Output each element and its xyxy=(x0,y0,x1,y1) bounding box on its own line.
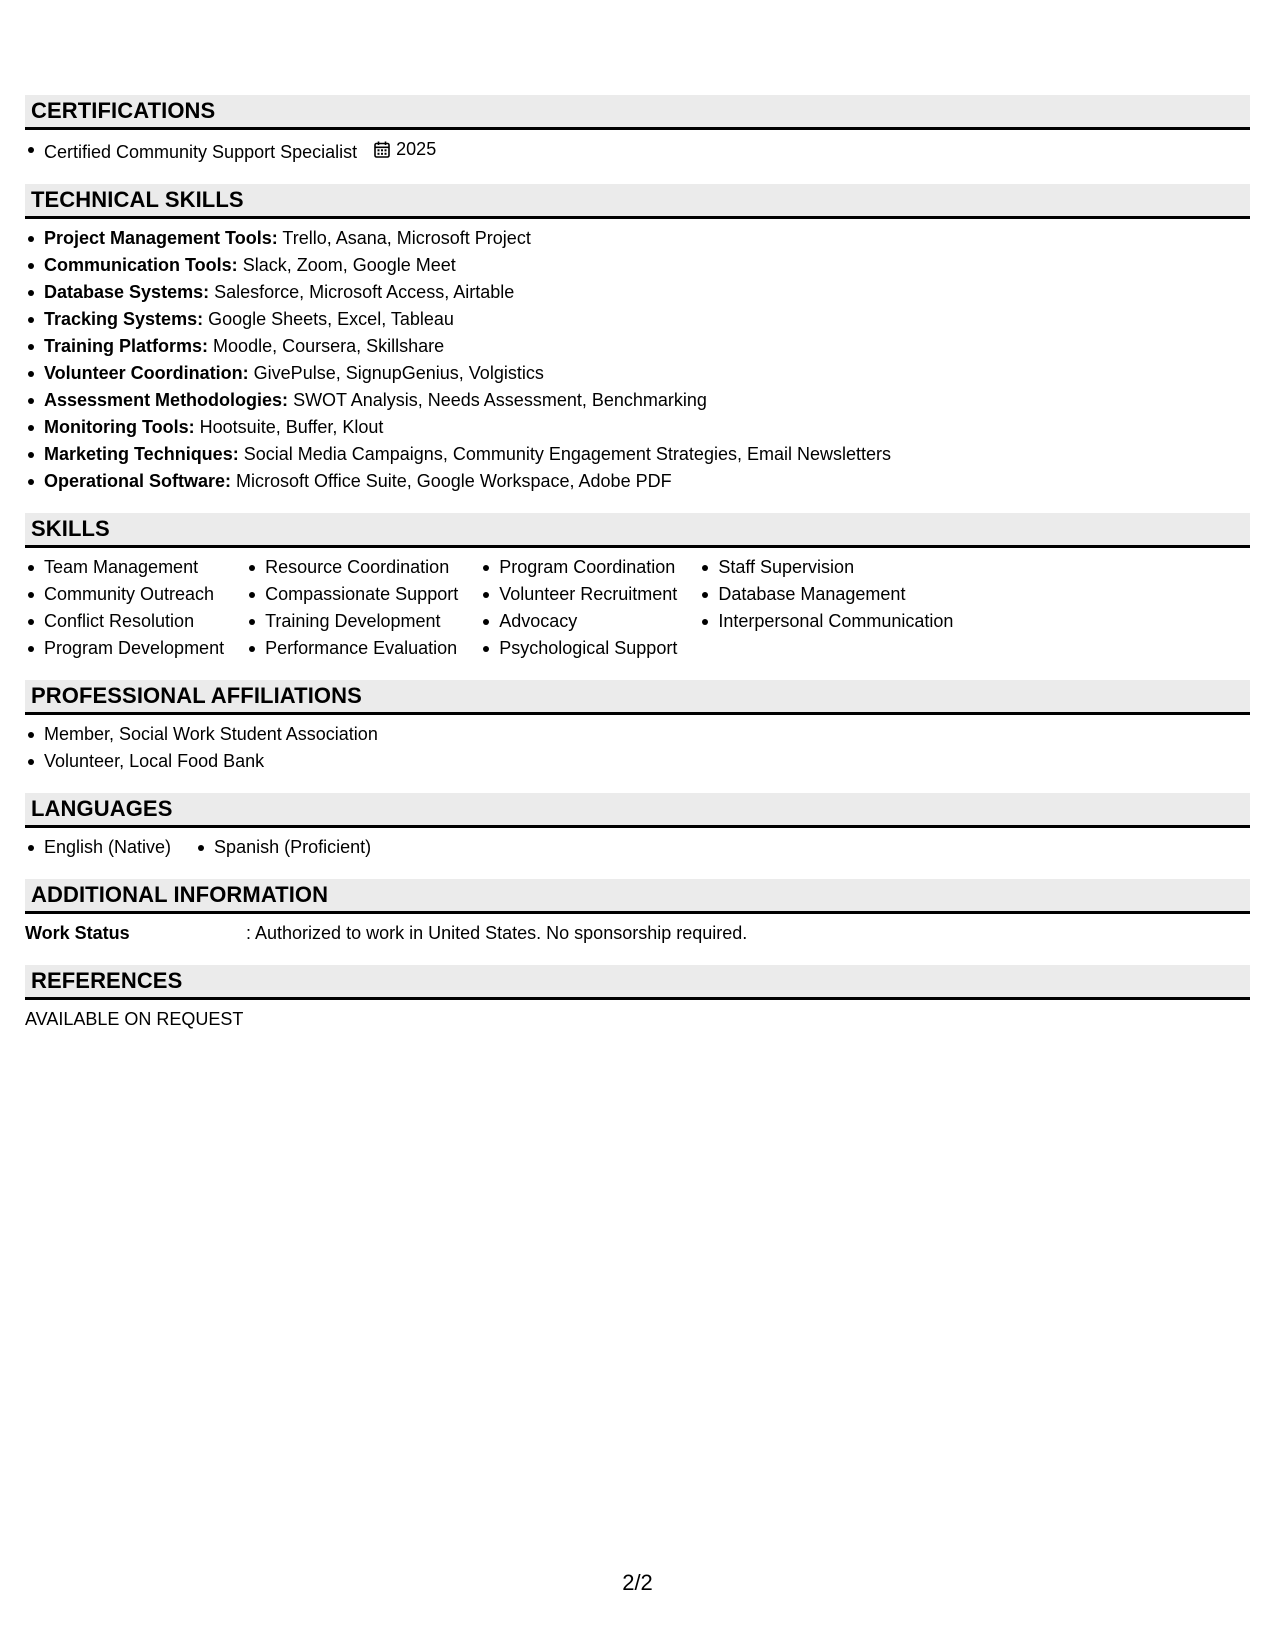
technical-skills-section xyxy=(25,184,1250,495)
technical-skill-item xyxy=(25,387,1250,414)
skill-item: Program Development xyxy=(25,635,224,662)
skill-tools: Salesforce, Microsoft Access, Airtable xyxy=(214,282,515,302)
skill-item: Program Coordination xyxy=(480,554,677,581)
skill-category: Monitoring Tools: xyxy=(44,417,195,437)
skill-item: Conflict Resolution xyxy=(25,608,224,635)
skill-category: Project Management Tools: xyxy=(44,228,278,248)
technical-skill-item xyxy=(25,306,1250,333)
skills-column xyxy=(246,554,458,662)
resume-page xyxy=(25,95,1250,1051)
technical-skill-item xyxy=(25,414,1250,441)
skill-tools: Moodle, Coursera, Skillshare xyxy=(213,336,445,356)
skill-category: Training Platforms: xyxy=(44,336,209,356)
skill-category: Communication Tools: xyxy=(44,255,238,275)
skill-category: Operational Software: xyxy=(44,471,232,491)
languages-section xyxy=(25,793,1250,861)
section-header xyxy=(25,513,1250,548)
affiliation-item: Member, Social Work Student Association xyxy=(25,721,1250,748)
skills-column xyxy=(25,554,224,662)
section-header xyxy=(25,184,1250,219)
technical-skill-item xyxy=(25,360,1250,387)
certification-date xyxy=(374,136,436,163)
section-title: PROFESSIONAL AFFILIATIONS xyxy=(31,683,362,708)
skills-column xyxy=(480,554,677,662)
skill-tools: Social Media Campaigns, Community Engagement Strategies, Email Newsletters xyxy=(243,444,891,464)
page-number: 2/2 xyxy=(622,1570,653,1595)
skill-category: Volunteer Coordination: xyxy=(44,363,249,383)
skill-tools: GivePulse, SignupGenius, Volgistics xyxy=(253,363,544,383)
languages-list xyxy=(25,834,1250,861)
section-header xyxy=(25,793,1250,828)
skill-item: Training Development xyxy=(246,608,458,635)
section-title: SKILLS xyxy=(31,516,110,541)
skill-item: Psychological Support xyxy=(480,635,677,662)
skill-tools: Slack, Zoom, Google Meet xyxy=(242,255,456,275)
certifications-section xyxy=(25,95,1250,166)
skill-item: Performance Evaluation xyxy=(246,635,458,662)
skill-item: Staff Supervision xyxy=(699,554,953,581)
skill-tools: Google Sheets, Excel, Tableau xyxy=(208,309,454,329)
skill-item: Compassionate Support xyxy=(246,581,458,608)
additional-info-section xyxy=(25,879,1250,947)
certifications-list xyxy=(25,136,1250,166)
references-section xyxy=(25,965,1250,1033)
skills-section xyxy=(25,513,1250,662)
section-title: TECHNICAL SKILLS xyxy=(31,187,244,212)
section-header xyxy=(25,965,1250,1000)
skill-tools: Hootsuite, Buffer, Klout xyxy=(199,417,384,437)
skill-item: Community Outreach xyxy=(25,581,224,608)
technical-skills-list xyxy=(25,225,1250,495)
certification-name: Certified Community Support Specialist xyxy=(44,142,358,162)
skills-grid xyxy=(25,554,1250,662)
skill-tools: SWOT Analysis, Needs Assessment, Benchmarking xyxy=(293,390,707,410)
skill-category: Tracking Systems: xyxy=(44,309,204,329)
skills-column xyxy=(699,554,953,662)
skill-item: Database Management xyxy=(699,581,953,608)
technical-skill-item xyxy=(25,441,1250,468)
section-title: ADDITIONAL INFORMATION xyxy=(31,882,329,907)
certification-year: 2025 xyxy=(396,139,437,159)
technical-skill-item xyxy=(25,252,1250,279)
affiliations-section xyxy=(25,680,1250,775)
technical-skill-item xyxy=(25,468,1250,495)
work-status-row xyxy=(25,920,1250,947)
technical-skill-item xyxy=(25,225,1250,252)
skill-item: Advocacy xyxy=(480,608,677,635)
language-item: Spanish (Proficient) xyxy=(195,834,371,861)
skill-item: Resource Coordination xyxy=(246,554,458,581)
section-header xyxy=(25,680,1250,715)
skill-tools: Microsoft Office Suite, Google Workspace, Adobe PDF xyxy=(236,471,672,491)
section-title: CERTIFICATIONS xyxy=(31,98,216,123)
skill-tools: Trello, Asana, Microsoft Project xyxy=(282,228,531,248)
language-item: English (Native) xyxy=(25,834,171,861)
skill-category: Database Systems: xyxy=(44,282,210,302)
skill-item: Volunteer Recruitment xyxy=(480,581,677,608)
technical-skill-item xyxy=(25,279,1250,306)
skill-item: Interpersonal Communication xyxy=(699,608,953,635)
affiliation-item: Volunteer, Local Food Bank xyxy=(25,748,1250,775)
calendar-icon xyxy=(374,141,390,158)
affiliations-list xyxy=(25,721,1250,775)
section-title: LANGUAGES xyxy=(31,796,173,821)
skill-category: Marketing Techniques: xyxy=(44,444,239,464)
technical-skill-item xyxy=(25,333,1250,360)
work-status-label: Work Status xyxy=(25,923,130,943)
skill-item: Team Management xyxy=(25,554,224,581)
references-text: AVAILABLE ON REQUEST xyxy=(25,1009,244,1029)
section-header xyxy=(25,879,1250,914)
section-header xyxy=(25,95,1250,130)
skill-category: Assessment Methodologies: xyxy=(44,390,289,410)
section-title: REFERENCES xyxy=(31,968,183,993)
work-status-value: : Authorized to work in United States. No sponsorship required. xyxy=(246,923,748,943)
certification-item xyxy=(25,136,1250,166)
